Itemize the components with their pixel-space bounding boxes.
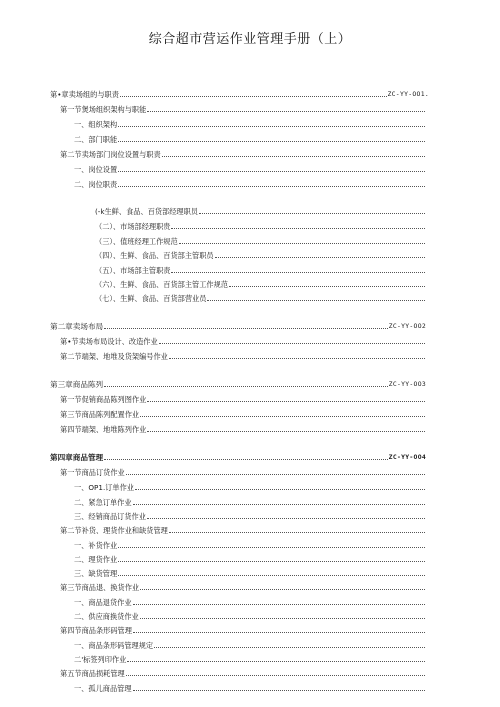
toc-entry-label: （二）、市场部经理职贵 xyxy=(95,222,171,231)
toc-entry-label: 二'标签列印作业 xyxy=(74,655,127,664)
toc-entry[interactable] xyxy=(74,553,426,564)
toc-entry[interactable] xyxy=(60,335,426,346)
toc-entry[interactable] xyxy=(74,481,426,492)
toc-entry-label: 第二节补货、理货作业和缺货管理 xyxy=(60,526,168,535)
toc-entry-label: 一、OP1.订单作业 xyxy=(74,483,134,492)
dot-leader xyxy=(135,489,425,490)
dot-leader xyxy=(215,257,425,258)
toc-entry[interactable] xyxy=(60,524,426,535)
toc-entry-label: 一、商品条形码管理规定 xyxy=(74,641,154,650)
toc-entry-label: 第•节卖场布局设计、改造作业 xyxy=(60,337,158,346)
toc-entry[interactable] xyxy=(74,596,426,607)
toc-entry[interactable] xyxy=(74,653,426,664)
dot-leader xyxy=(147,111,425,112)
toc-entry-label: 三、经销商品订货作业 xyxy=(74,512,146,521)
toc-entry[interactable] xyxy=(95,205,426,216)
dot-leader xyxy=(140,416,425,417)
toc-entry[interactable] xyxy=(95,220,426,231)
toc-entry-label: （三）、值班经理工作规范 xyxy=(95,237,178,246)
dot-leader xyxy=(133,504,425,505)
toc-entry[interactable] xyxy=(74,539,426,550)
dot-leader xyxy=(104,328,388,329)
dot-leader xyxy=(171,228,425,229)
toc-entry-label: 第二节卖场部门岗位设置与职责 xyxy=(60,150,161,159)
toc-entry-label: （五）、市场部主管职责 xyxy=(95,266,171,275)
toc-entry[interactable] xyxy=(74,178,426,189)
toc-entry-label: （七）、生鲜、食品、百货部营业员 xyxy=(95,294,207,303)
toc-entry[interactable] xyxy=(60,624,426,635)
dot-leader xyxy=(118,561,425,562)
dot-leader xyxy=(207,300,425,301)
dot-leader xyxy=(229,286,425,287)
dot-leader xyxy=(147,431,425,432)
dot-leader xyxy=(126,474,425,475)
toc-entry[interactable] xyxy=(74,610,426,621)
dot-leader xyxy=(120,96,387,97)
toc-entry[interactable] xyxy=(74,163,426,174)
dot-leader xyxy=(169,358,425,359)
dot-leader xyxy=(118,141,425,142)
toc-entry[interactable] xyxy=(95,278,426,289)
toc-entry-label: （四）、生鲜、食品、百货部主管职员 xyxy=(95,251,214,260)
toc-entry-label: 一、商品退货作业 xyxy=(74,598,132,607)
toc-entry-label: 三、缺货管理 xyxy=(74,569,118,578)
toc-entry[interactable] xyxy=(74,567,426,578)
toc-entry-label: 二、供应商换货作业 xyxy=(74,612,139,621)
toc-entry[interactable] xyxy=(60,103,426,114)
dot-leader xyxy=(159,343,425,344)
toc-entry-label: 第三章商品陈列 xyxy=(50,380,104,389)
dot-leader xyxy=(140,618,425,619)
dot-leader xyxy=(104,386,388,387)
toc-entry-code: ZC-YY-OO3 xyxy=(388,380,426,388)
toc-entry[interactable] xyxy=(60,148,426,159)
toc-entry-label: 第四章商品管理 xyxy=(50,453,104,462)
toc-entry[interactable] xyxy=(95,264,426,275)
toc-entry[interactable] xyxy=(60,667,426,678)
dot-leader xyxy=(133,632,425,633)
toc-entry-chapter-3[interactable] xyxy=(50,378,426,389)
toc-entry-label: （六）、生鲜、食品、百货部主管工作规范 xyxy=(95,280,228,289)
dot-leader xyxy=(118,547,425,548)
toc-entry-code: ZC-YY-OO2 xyxy=(388,322,426,330)
dot-leader xyxy=(162,156,425,157)
toc-entry[interactable] xyxy=(60,423,426,434)
dot-leader xyxy=(133,690,425,691)
toc-entry-label: 二、紧急订单作业 xyxy=(74,498,132,507)
dot-leader xyxy=(171,272,425,273)
toc-entry-label: 第三节商品陈列配置作业 xyxy=(60,410,140,419)
dot-leader xyxy=(118,575,425,576)
toc-entry[interactable] xyxy=(60,350,426,361)
toc-entry[interactable] xyxy=(60,466,426,477)
toc-entry-label: 第一节煲场组织架构与职能 xyxy=(60,105,147,114)
toc-entry-label: 一、补货作业 xyxy=(74,541,118,550)
toc-entry-label: 第四节端架、地堆陈列作业 xyxy=(60,425,147,434)
dot-leader xyxy=(179,243,425,244)
document-title: 综合超市营运作业管理手册（上） xyxy=(148,32,352,47)
toc-entry[interactable] xyxy=(95,249,426,260)
toc-entry[interactable] xyxy=(74,682,426,693)
dot-leader xyxy=(133,604,425,605)
toc-entry-label: 第二章卖场布局 xyxy=(50,322,104,331)
toc-entry-label: 一、岗位设置 xyxy=(74,165,118,174)
toc-entry[interactable] xyxy=(95,292,426,303)
dot-leader xyxy=(199,213,425,214)
toc-entry[interactable] xyxy=(60,581,426,592)
toc-entry[interactable] xyxy=(74,133,426,144)
toc-entry[interactable] xyxy=(60,408,426,419)
toc-entry-chapter-2[interactable] xyxy=(50,320,426,331)
dot-leader xyxy=(126,675,425,676)
toc-entry-label: (-k生鲜、食品、百货部经理职员 xyxy=(95,207,198,216)
toc-entry[interactable] xyxy=(95,235,426,246)
toc-entry-label: 第四节商品条形码管理 xyxy=(60,626,132,635)
dot-leader xyxy=(118,126,425,127)
toc-entry-label: 二、理货作业 xyxy=(74,555,118,564)
toc-entry[interactable] xyxy=(74,496,426,507)
dot-leader xyxy=(118,186,425,187)
toc-entry-chapter-4[interactable] xyxy=(50,451,426,462)
dot-leader xyxy=(154,647,425,648)
toc-entry-label: 二、部门职能 xyxy=(74,135,118,144)
dot-leader xyxy=(147,518,425,519)
toc-entry-label: 第•章卖场组的与职责 xyxy=(50,90,119,99)
toc-entry-label: 第五节商品损耗管理 xyxy=(60,669,125,678)
dot-leader xyxy=(147,401,425,402)
dot-leader xyxy=(169,532,425,533)
toc-entry[interactable] xyxy=(60,393,426,404)
toc-entry-chapter-1[interactable] xyxy=(50,88,429,99)
toc-entry-label: 第二节端架、地堆及货架编号作业 xyxy=(60,352,168,361)
toc-entry[interactable] xyxy=(74,510,426,521)
dot-leader xyxy=(127,661,425,662)
dot-leader xyxy=(140,589,425,590)
toc-entry-code: ZC-YY-OO1. xyxy=(387,90,429,98)
toc-entry[interactable] xyxy=(74,639,426,650)
toc-entry-label: 一、孤儿商品管理 xyxy=(74,684,132,693)
toc-entry-label: 二、岗位职责 xyxy=(74,180,118,189)
toc-entry-label: 一、组织架构 xyxy=(74,120,118,129)
dot-leader xyxy=(104,459,388,460)
toc-entry-label: 第三节商品退、换货作业 xyxy=(60,583,140,592)
toc-entry-code: ZC-YY-OO4 xyxy=(388,453,426,461)
toc-entry-label: 第一节促销商品陈列图作业 xyxy=(60,395,147,404)
toc-entry[interactable] xyxy=(74,118,426,129)
dot-leader xyxy=(118,171,425,172)
toc-entry-label: 第一节商品订货作业 xyxy=(60,468,125,477)
